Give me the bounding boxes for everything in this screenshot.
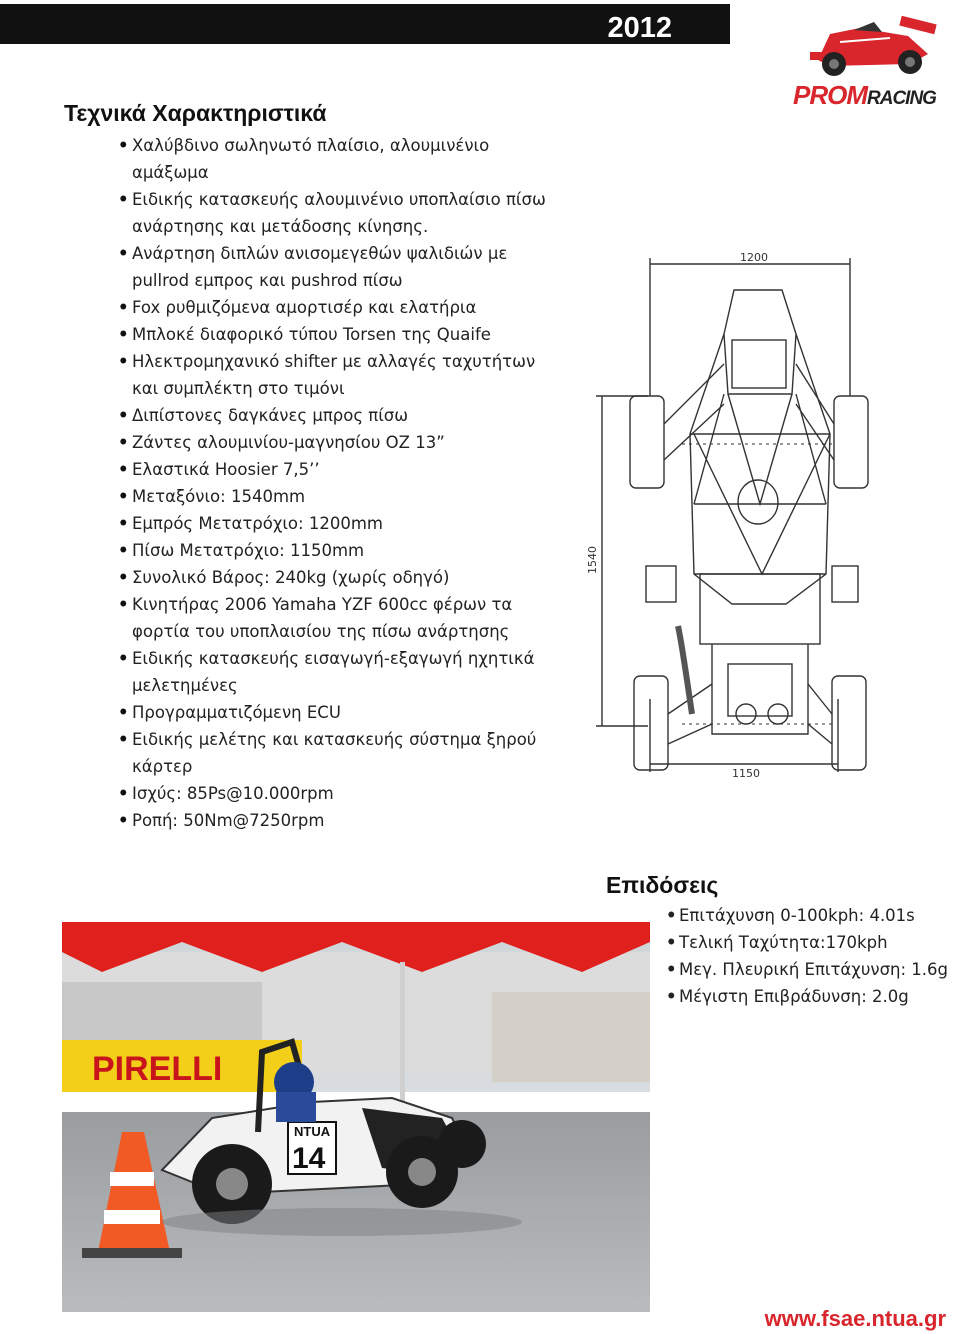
list-item: • Προγραμματιζόμενη ECU bbox=[118, 699, 548, 726]
header-bar bbox=[0, 4, 730, 44]
rear-track-dimension-label: 1150 bbox=[732, 767, 760, 780]
list-item: • Εμπρός Μετατρόχιο: 1200mm bbox=[118, 510, 548, 537]
list-item: • Ελαστικά Hoosier 7,5’’ bbox=[118, 456, 548, 483]
list-item: • Διπίστονες δαγκάνες μπρος πίσω bbox=[118, 402, 548, 429]
promracing-logo bbox=[790, 14, 950, 110]
list-item: • Fox ρυθμιζόμενα αμορτισέρ και ελατήρια bbox=[118, 294, 548, 321]
race-car-photo bbox=[62, 922, 650, 1312]
race-car-photo-icon bbox=[62, 922, 650, 1312]
list-item: • Ηλεκτρομηχανικό shifter με αλλαγές ταχυτήτων και συμπλέκτη στο τιμόνι bbox=[118, 348, 548, 402]
list-item: • Ειδικής κατασκευής εισαγωγή-εξαγωγή ηχητικά μελετημένες bbox=[118, 645, 548, 699]
logo-text-racing: RACING bbox=[867, 88, 936, 109]
race-car-logo-icon bbox=[790, 14, 950, 84]
chassis-drawing bbox=[582, 244, 912, 794]
pirelli-banner-text: PIRELLI bbox=[92, 1050, 223, 1088]
list-item: • Μέγιστη Επιβράδυνση: 2.0g bbox=[666, 983, 960, 1010]
front-track-dimension-label: 1200 bbox=[740, 251, 768, 264]
chassis-drawing-icon bbox=[582, 244, 912, 794]
list-item: • Μεταξόνιο: 1540mm bbox=[118, 483, 548, 510]
list-item: • Επιτάχυνση 0-100kph: 4.01s bbox=[666, 902, 960, 929]
list-item: • Ειδικής κατασκευής αλουμινένιο υποπλαίσιο πίσω ανάρτησης και μετάδοσης κίνησης. bbox=[118, 186, 548, 240]
performance-list bbox=[666, 902, 960, 1010]
list-item: • Πίσω Μετατρόχιο: 1150mm bbox=[118, 537, 548, 564]
list-item: • Μεγ. Πλευρική Επιτάχυνση: 1.6g bbox=[666, 956, 960, 983]
website-link[interactable]: www.fsae.ntua.gr bbox=[764, 1306, 946, 1331]
list-item: • Κινητήρας 2006 Yamaha YZF 600cc φέρων τα φορτία του υποπλαισίου της πίσω ανάρτησης bbox=[118, 591, 548, 645]
technical-list bbox=[118, 132, 548, 834]
list-item: • Ροπή: 50Nm@7250rpm bbox=[118, 807, 548, 834]
list-item: • Ειδικής μελέτης και κατασκευής σύστημα ξηρού κάρτερ bbox=[118, 726, 548, 780]
list-item: • Ισχύς: 85Ps@10.000rpm bbox=[118, 780, 548, 807]
year-label: 2012 bbox=[607, 12, 672, 44]
list-item: • Ανάρτηση διπλών ανισομεγεθών ψαλιδιών με pullrod εμπρος και pushrod πίσω bbox=[118, 240, 548, 294]
list-item: • Χαλύβδινο σωληνωτό πλαίσιο, αλουμινένιο αμάξωμα bbox=[118, 132, 548, 186]
list-item: • Τελική Ταχύτητα:170kph bbox=[666, 929, 960, 956]
list-item: • Μπλοκέ διαφορικό τύπου Torsen της Quaife bbox=[118, 321, 548, 348]
wheelbase-dimension-label: 1540 bbox=[586, 546, 599, 574]
technical-title: Τεχνικά Χαρακτηριστικά bbox=[64, 100, 327, 126]
car-number: 14 bbox=[292, 1142, 326, 1175]
list-item: • Συνολικό Βάρος: 240kg (χωρίς οδηγό) bbox=[118, 564, 548, 591]
car-team-label: NTUA bbox=[294, 1124, 331, 1139]
logo-text-prom: PROM bbox=[793, 80, 867, 110]
list-item: • Ζάντες αλουμινίου-μαγνησίου OZ 13” bbox=[118, 429, 548, 456]
performance-title: Επιδόσεις bbox=[606, 872, 719, 898]
